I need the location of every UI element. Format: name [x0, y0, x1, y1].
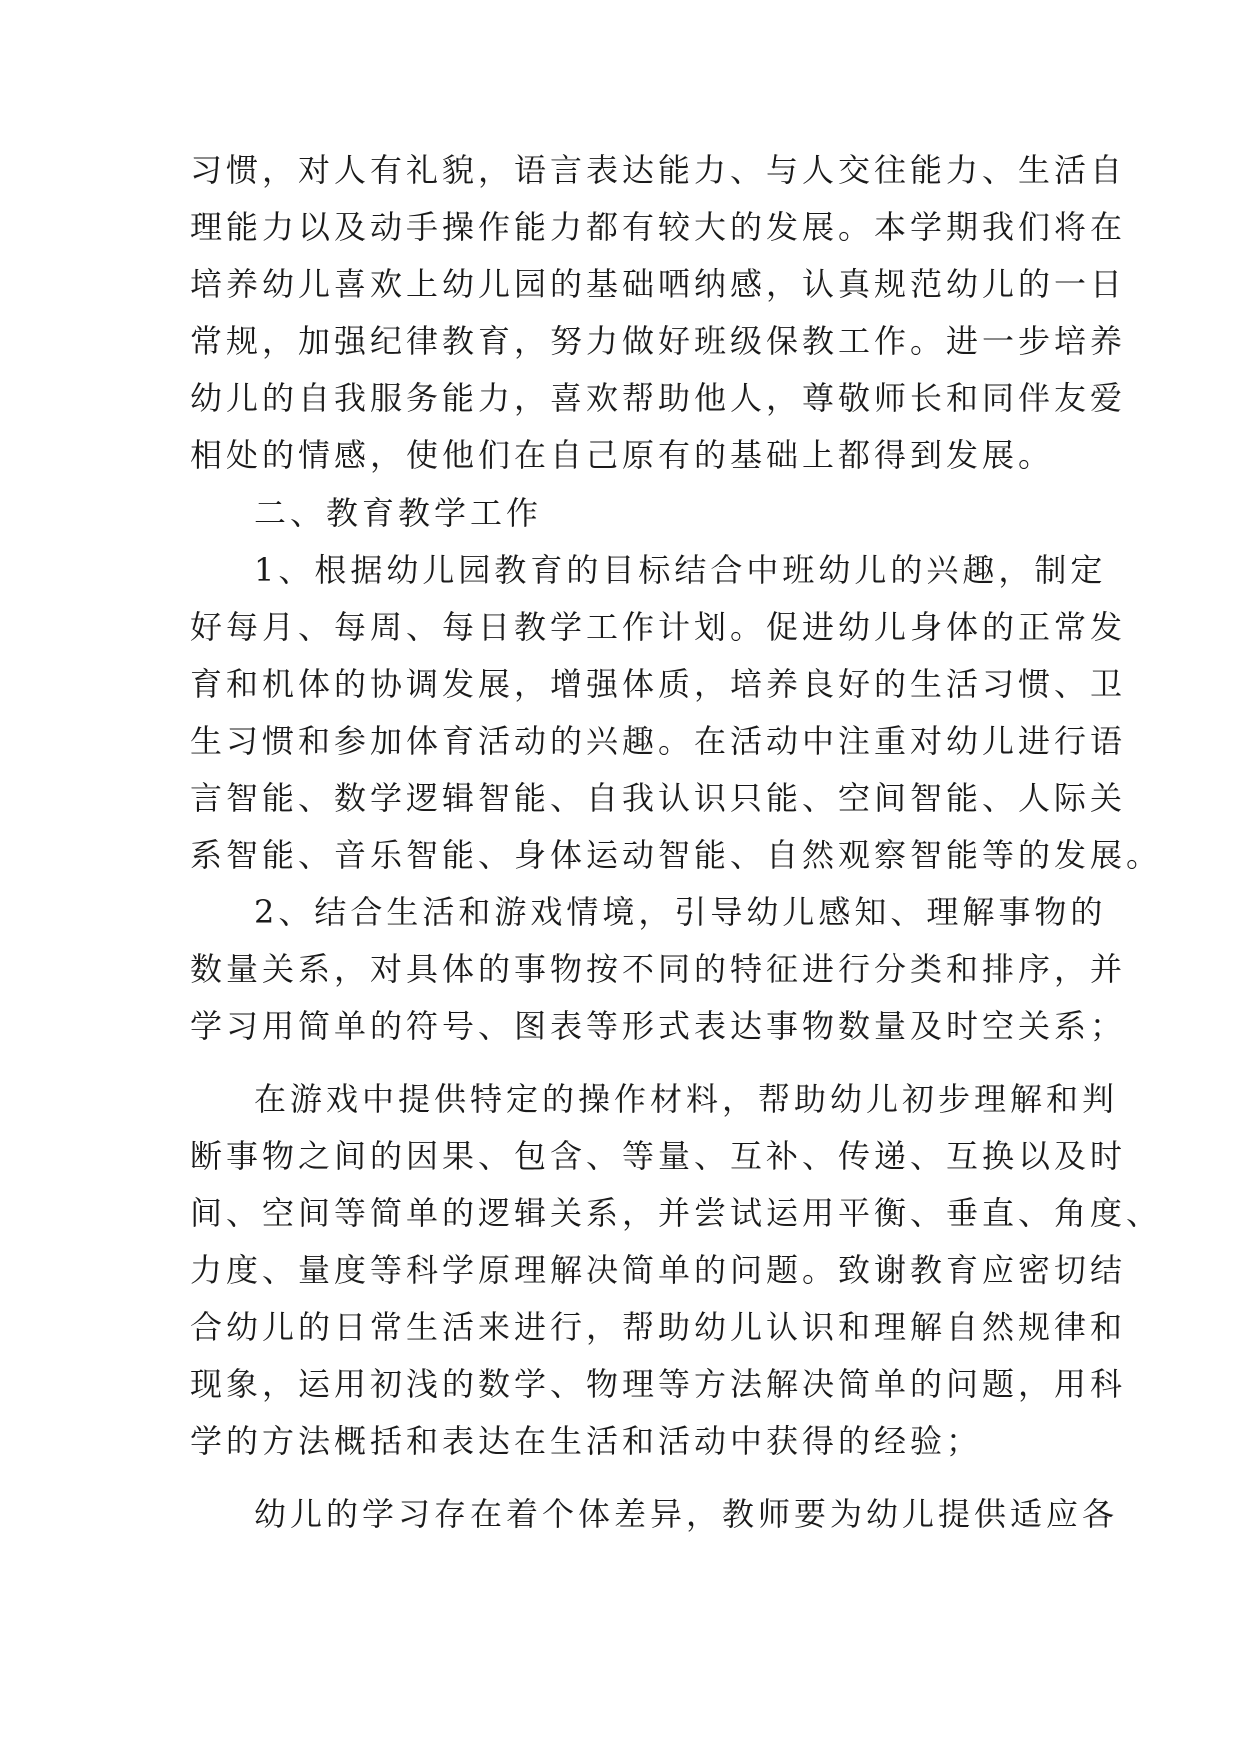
paragraph-line: 好每月、每周、每日教学工作计划。促进幼儿身体的正常发 [190, 608, 1127, 646]
paragraph-line: 合幼儿的日常生活来进行，帮助幼儿认识和理解自然规律和 [190, 1308, 1127, 1346]
paragraph-line: 2、结合生活和游戏情境，引导幼儿感知、理解事物的 [254, 893, 1107, 931]
paragraph-line: 常规，加强纪律教育，努力做好班级保教工作。进一步培养 [190, 322, 1127, 360]
paragraph-line: 系智能、音乐智能、身体运动智能、自然观察智能等的发展。 [190, 836, 1163, 874]
paragraph-line: 幼儿的自我服务能力，喜欢帮助他人，尊敬师长和同伴友爱 [190, 379, 1127, 417]
paragraph-line: 生习惯和参加体育活动的兴趣。在活动中注重对幼儿进行语 [190, 722, 1127, 760]
paragraph-line: 培养幼儿喜欢上幼儿园的基础哂纳感，认真规范幼儿的一日 [190, 265, 1127, 303]
paragraph-line: 习惯，对人有礼貌，语言表达能力、与人交往能力、生活自 [190, 151, 1127, 189]
paragraph-line: 断事物之间的因果、包含、等量、互补、传递、互换以及时 [190, 1137, 1127, 1175]
paragraph-line: 在游戏中提供特定的操作材料，帮助幼儿初步理解和判 [254, 1080, 1119, 1118]
paragraph-line: 言智能、数学逻辑智能、自我认识只能、空间智能、人际关 [190, 779, 1127, 817]
paragraph-line: 相处的情感，使他们在自己原有的基础上都得到发展。 [190, 436, 1055, 474]
paragraph-line: 学习用简单的符号、图表等形式表达事物数量及时空关系； [190, 1007, 1127, 1045]
paragraph-line: 力度、量度等科学原理解决简单的问题。致谢教育应密切结 [190, 1251, 1127, 1289]
paragraph-line: 学的方法概括和表达在生活和活动中获得的经验； [190, 1422, 983, 1460]
paragraph-line: 1、根据幼儿园教育的目标结合中班幼儿的兴趣，制定 [254, 551, 1107, 589]
paragraph-line: 理能力以及动手操作能力都有较大的发展。本学期我们将在 [190, 208, 1127, 246]
section-heading: 二、教育教学工作 [254, 494, 543, 532]
paragraph-line: 育和机体的协调发展，增强体质，培养良好的生活习惯、卫 [190, 665, 1127, 703]
paragraph-line: 现象，运用初浅的数学、物理等方法解决简单的问题，用科 [190, 1365, 1127, 1403]
paragraph-line: 间、空间等简单的逻辑关系，并尝试运用平衡、垂直、角度、 [190, 1194, 1163, 1232]
paragraph-line: 幼儿的学习存在着个体差异，教师要为幼儿提供适应各 [254, 1495, 1119, 1533]
paragraph-line: 数量关系，对具体的事物按不同的特征进行分类和排序，并 [190, 950, 1127, 988]
